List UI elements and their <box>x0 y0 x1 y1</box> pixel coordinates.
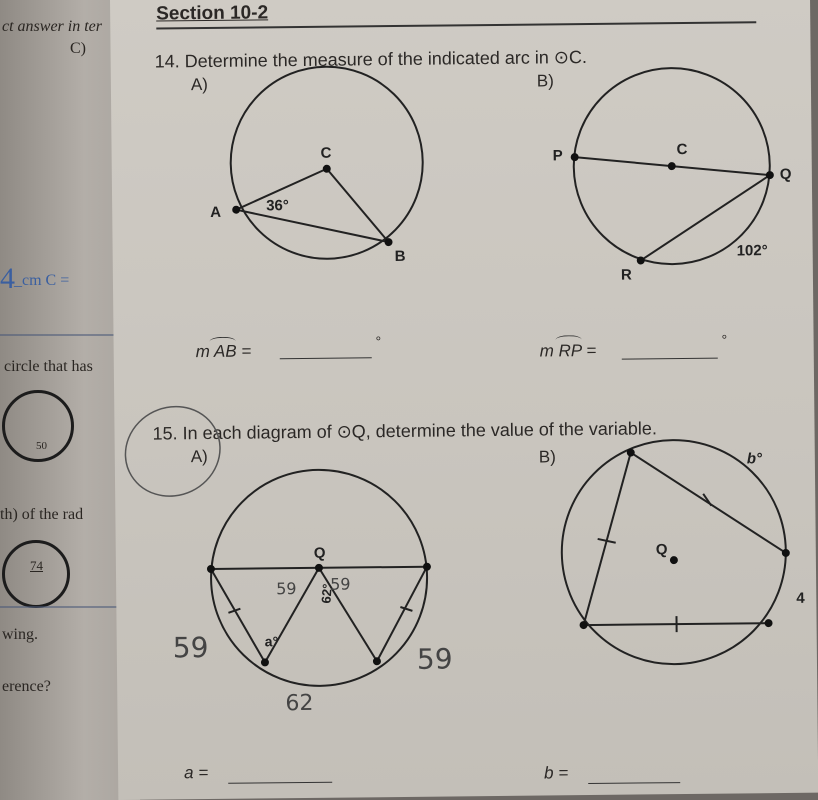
q14b-degree: ° <box>721 331 728 348</box>
q15-prompt: 15. In each diagram of ⊙Q, determine the value of the variable. <box>152 418 657 444</box>
q14b-label-p: P <box>552 147 563 165</box>
q15b-answer-label: b = <box>544 763 569 783</box>
q15a-point-bl <box>261 658 269 666</box>
q15a-hand-left-angle: 59 <box>276 579 297 599</box>
q14-part-b: B) <box>536 71 554 91</box>
q15b-point-br <box>765 619 773 627</box>
q15a-point-right <box>423 563 431 571</box>
q14a-label-c: C <box>320 144 332 162</box>
q14a-label-a: A <box>210 203 222 221</box>
q15b-label-q: Q <box>655 541 668 559</box>
q15a-var-label: a° <box>264 633 279 650</box>
q15a-circle <box>210 469 428 687</box>
q14b-label-q: Q <box>779 165 792 183</box>
q15-hand-circle <box>110 391 235 512</box>
q14b-label-r: R <box>620 266 632 284</box>
q15a-hand-right-angle: 59 <box>330 574 351 594</box>
q15a-hand-left-side: 59 <box>172 631 209 665</box>
q14a-answer-label: m AB = <box>195 341 252 362</box>
q15a-hand-right-side: 59 <box>416 642 453 676</box>
section-title: Section 10-2 <box>156 2 269 25</box>
q15a-angle-label: 62° <box>318 583 335 604</box>
q15a-diagram <box>171 468 453 717</box>
q15b-diagram <box>561 439 806 666</box>
back-circle-note-2: 74 <box>30 558 43 573</box>
q15-part-a: A) <box>190 447 208 467</box>
back-circle-note-1: 50 <box>36 440 47 452</box>
q14b-arc-label: 102° <box>736 242 768 260</box>
q14a-label-b: B <box>394 247 406 266</box>
back-circumference: erence? <box>2 678 51 695</box>
q15b-var-label: b° <box>746 450 763 468</box>
q15a-answer-label: a = <box>183 763 209 783</box>
q14a-degree: ° <box>375 333 382 350</box>
q14b-label-c: C <box>676 140 688 159</box>
q15b-center-point <box>670 556 678 564</box>
q15a-hand-bottom: 62 <box>285 690 314 717</box>
back-circle-prompt: circle that has <box>4 358 93 375</box>
back-length-prompt: th) of the rad <box>0 506 84 523</box>
back-top-line: ct answer in ter <box>2 18 102 35</box>
back-part-c: C) <box>70 40 86 57</box>
back-following: wing. <box>2 626 38 643</box>
q14-part-a: A) <box>190 74 208 95</box>
back-answer-line: _cm C = <box>14 272 70 289</box>
q15b-edge-label: 4 <box>796 589 805 607</box>
q15a-point-left <box>207 565 215 573</box>
q15b-circle <box>561 439 787 665</box>
back-answer-scribble: 4 <box>0 262 15 295</box>
q14b-answer-label: m RP = <box>539 340 597 361</box>
q14-prompt: 14. Determine the measure of the indicated arc in ⊙C. <box>154 47 588 72</box>
q15a-label-q: Q <box>313 544 326 562</box>
q15-part-b: B) <box>538 447 556 467</box>
back-hand-circle-2 <box>2 540 70 608</box>
q14a-angle-label: 36° <box>266 197 289 215</box>
worksheet-page <box>110 0 818 800</box>
q15-diagrams <box>110 0 818 800</box>
